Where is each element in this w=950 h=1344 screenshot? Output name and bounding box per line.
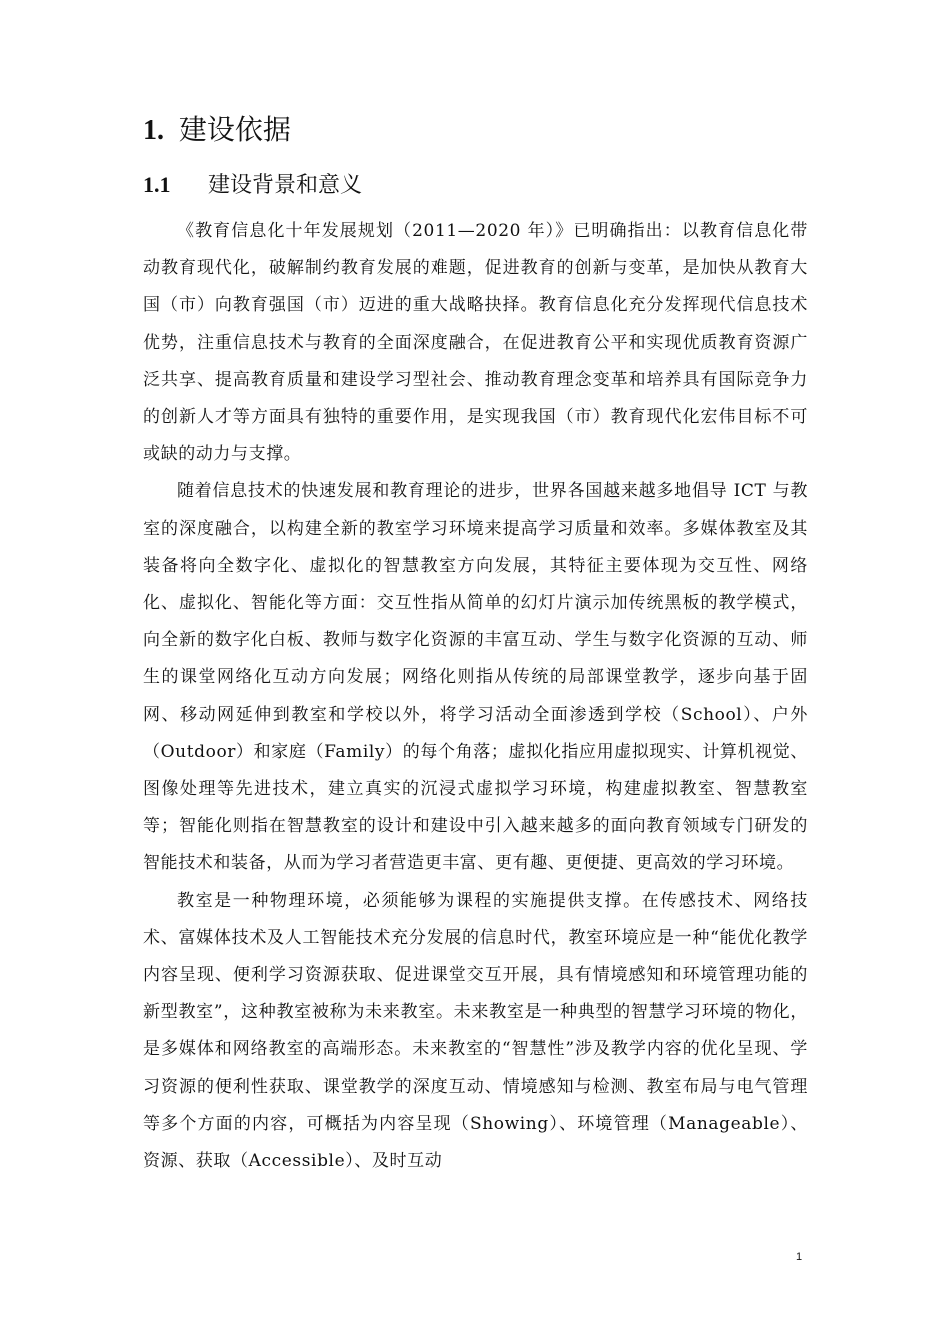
body-text bbox=[143, 213, 808, 1180]
paragraph-1: 《教育信息化十年发展规划（2011—2020 年）》已明确指出：以教育信息化带动教育现代化，破解制约教育发展的难题，促进教育的创新与变革，是加快从教育大国（市）向教育强国（市）迈进的重大战略抉择。教育信息化充分发挥现代信息技术优势，注重信息技术与教育的全面深度融合，在促进教育公平和实现优质教育资源广泛共享、提高教育质量和建设学习型社会、推动教育理念变革和培养具有国际竞争力的创新人才等方面具有独特的重要作用，是实现我国（市）教育现代化宏伟目标不可或缺的动力与支撑。 bbox=[143, 221, 808, 465]
paragraph-3: 教室是一种物理环境，必须能够为课程的实施提供支撑。在传感技术、网络技术、富媒体技术及人工智能技术充分发展的信息时代，教室环境应是一种“能优化教学内容呈现、便利学习资源获取、促进课堂交互开展，具有情境感知和环境管理功能的新型教室”，这种教室被称为未来教室。未来教室是一种典型的智慧学习环境的物化，是多媒体和网络教室的高端形态。未来教室的“智慧性”涉及教学内容的优化呈现、学习资源的便利性获取、课堂教学的深度互动、情境感知与检测、教室布局与电气管理等多个方面的内容，可概括为内容呈现（Showing）、环境管理（Manageable）、资源、获取（Accessible）、及时互动 bbox=[143, 890, 808, 1172]
page-number: 1 bbox=[796, 1251, 803, 1263]
section-heading bbox=[143, 110, 291, 151]
section-number: 1. bbox=[143, 115, 164, 146]
subsection-heading bbox=[143, 168, 362, 203]
subsection-number: 1.1 bbox=[143, 172, 171, 197]
paragraph-2: 随着信息技术的快速发展和教育理论的进步，世界各国越来越多地倡导 ICT 与教室的深度融合，以构建全新的教室学习环境来提高学习质量和效率。多媒体教室及其装备将向全数字化、虚拟化的智慧教室方向发展，其特征主要体现为交互性、网络化、虚拟化、智能化等方面：交互性指从简单的幻灯片演示加传统黑板的教学模式，向全新的数字化白板、教师与数字化资源的丰富互动、学生与数字化资源的互动、师生的课堂网络化互动方向发展；网络化则指从传统的局部课堂教学，逐步向基于固网、移动网延伸到教室和学校以外，将学习活动全面渗透到学校（School）、户外（Outdoor）和家庭（Family）的每个角落；虚拟化指应用虚拟现实、计算机视觉、图像处理等先进技术，建立真实的沉浸式虚拟学习环境，构建虚拟教室、智慧教室等；智能化则指在智慧教室的设计和建设中引入越来越多的面向教育领域专门研发的智能技术和装备，从而为学习者营造更丰富、更有趣、更便捷、更高效的学习环境。 bbox=[143, 481, 808, 874]
subsection-title: 建设背景和意义 bbox=[208, 173, 363, 198]
section-title: 建设依据 bbox=[178, 113, 291, 146]
